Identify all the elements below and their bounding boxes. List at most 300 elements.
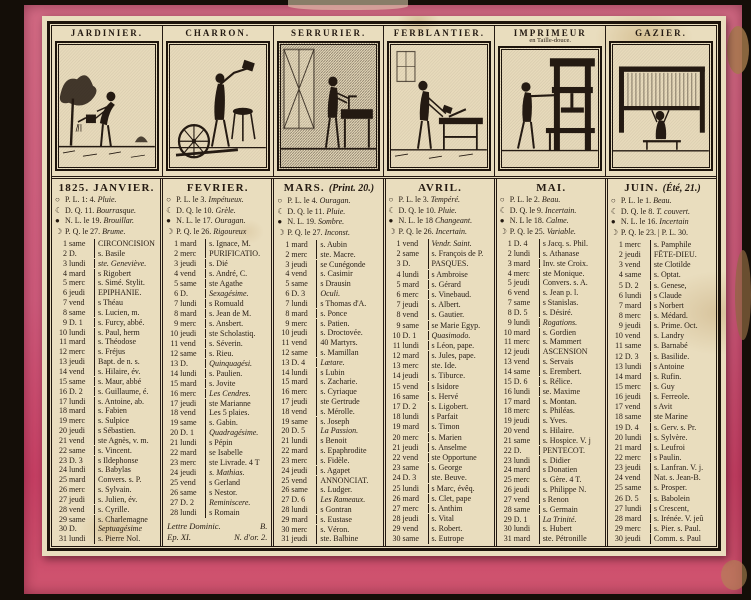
day-number: 9 [618, 321, 623, 331]
phase-text: D. Q. le 9. Incertain. [509, 205, 577, 215]
day-saint: s. Lucien, m. [94, 308, 158, 318]
day-weekday: same [402, 463, 419, 473]
day-row [389, 270, 492, 280]
day-row [500, 337, 603, 347]
day-saint: ste Gertrude [316, 397, 380, 407]
day-weekday: vend [180, 268, 196, 278]
day-row [500, 446, 603, 456]
moon-phase-row [389, 216, 492, 227]
day-row [389, 290, 492, 300]
day-weekday: D. 1 [402, 330, 417, 340]
moon-phase-row [389, 227, 492, 238]
day-number: 11 [503, 337, 512, 347]
day-saint: s. Cyrille. [94, 505, 158, 515]
day-saint: Septuagésime [94, 524, 158, 534]
day-weekday: vend [291, 338, 307, 348]
day-weekday: vend [402, 524, 419, 534]
day-weekday: D. [69, 248, 77, 258]
day-row [389, 351, 492, 361]
day-row [611, 362, 714, 372]
day-weekday: jeudi [402, 300, 419, 310]
day-number: 14 [503, 366, 512, 376]
day-weekday: mard [624, 371, 642, 381]
day-saint: ste Livrade. 4 T [205, 458, 269, 468]
trade-title: SERRURIER. [290, 28, 367, 38]
moon-phase-row [500, 227, 603, 238]
day-weekday: jeudi [513, 416, 530, 426]
day-saint: s. Ponce [316, 309, 380, 319]
full-moon-icon: ○ [166, 195, 172, 204]
day-saint: s Crescent, [650, 504, 714, 514]
day-saint: s Jacq. s. Phil. [539, 239, 603, 249]
day-saint: s. Marien [428, 433, 492, 443]
day-number: 13 [281, 357, 290, 367]
day-number: 12 [281, 347, 290, 357]
moon-phase-row [389, 195, 492, 206]
day-saint: s Léon, pape. [428, 341, 492, 351]
month-column-avril [383, 179, 494, 546]
moon-phase-row [277, 228, 380, 239]
day-saint: s. Rélice. [539, 377, 603, 387]
worn-edge [721, 560, 747, 590]
day-weekday: merc [69, 278, 85, 288]
day-weekday: same [624, 412, 642, 422]
day-number: 25 [614, 483, 623, 493]
day-row [277, 269, 380, 279]
day-weekday: merc [291, 524, 308, 534]
day-saint: s. Hervé [428, 392, 492, 402]
day-row [277, 338, 380, 348]
day-row [277, 309, 380, 319]
day-weekday: same [624, 341, 642, 351]
day-row [277, 436, 380, 446]
day-number: 19 [614, 422, 623, 432]
day-weekday: vend [513, 288, 530, 298]
day-weekday: jeudi [291, 397, 308, 406]
day-weekday: same [513, 366, 531, 376]
day-weekday: same [291, 416, 308, 426]
day-saint: s Nestor. [205, 488, 269, 498]
day-weekday: vend [624, 402, 641, 412]
day-number: 23 [170, 458, 179, 468]
day-weekday: lundi [180, 368, 197, 378]
day-number: 26 [503, 485, 512, 495]
day-row [500, 377, 603, 387]
day-row [277, 515, 380, 525]
day-number: 27 [614, 503, 623, 513]
day-saint: s. Sylvère. [650, 433, 714, 443]
day-saint: s. Gautier. [428, 310, 492, 320]
day-saint: La Trinité. [539, 515, 603, 525]
day-weekday: vend [624, 473, 641, 483]
day-saint: ste Agathe [205, 279, 269, 289]
day-row [611, 402, 714, 412]
day-saint: s. Erembert. [539, 367, 603, 377]
day-saint: ste Monique. [539, 269, 603, 279]
day-weekday: merc [402, 289, 419, 299]
day-number: 6 [618, 290, 623, 300]
day-row [500, 387, 603, 397]
day-row [611, 382, 714, 392]
day-number: 21 [392, 442, 401, 452]
day-saint: s. Anthim [428, 504, 492, 514]
day-row [277, 456, 380, 466]
day-row [500, 259, 603, 269]
day-weekday: D. [513, 445, 522, 455]
day-number: 18 [503, 406, 512, 416]
day-weekday: jeudi [624, 534, 641, 544]
day-number: 27 [281, 495, 290, 505]
day-saint: s. Gérard [428, 280, 492, 290]
ferblantier-woodcut-icon [387, 41, 491, 171]
month-title: MARS. (Print. 20.) [283, 182, 375, 194]
day-row [611, 514, 714, 524]
day-number: 15 [170, 378, 179, 388]
phase-weather: Bourrasque. [96, 205, 137, 215]
day-row [389, 484, 492, 494]
day-row [277, 417, 380, 427]
day-weekday: D. 4 [624, 422, 639, 432]
day-weekday: same [624, 270, 642, 280]
day-weekday: vend [402, 381, 419, 391]
day-weekday: jeudi [69, 426, 85, 436]
day-row [55, 377, 158, 387]
day-weekday: jeudi [624, 250, 641, 260]
day-row [55, 288, 158, 298]
day-number: 17 [59, 396, 67, 406]
day-weekday: merc [291, 318, 308, 328]
day-saint: s Avit [650, 402, 714, 412]
phase-weather: Pluie. [326, 206, 346, 216]
month-column-juin [605, 179, 716, 546]
day-row [611, 412, 714, 422]
day-row [166, 408, 269, 418]
day-row [277, 525, 380, 535]
inner-frame [51, 25, 717, 547]
day-saint: s. Prime. Oct. [650, 321, 714, 331]
day-row [389, 259, 492, 269]
day-weekday: lundi [624, 432, 642, 442]
day-weekday: D. 4 [513, 239, 528, 248]
day-saint: ste. Beuve. [428, 473, 492, 483]
day-saint: s. Genese, [650, 281, 714, 291]
day-saint: s. Sulpice [94, 416, 158, 426]
last-moon-icon: ☾ [277, 206, 285, 216]
day-weekday: merc [513, 406, 530, 416]
day-weekday: mard [513, 327, 531, 337]
day-saint: s Thomas d'A. [316, 299, 380, 309]
day-number: 8 [285, 308, 290, 318]
phase-weather: Pluie. [97, 195, 117, 204]
day-weekday: merc [513, 337, 530, 347]
day-saint: CIRCONCISION [94, 239, 158, 249]
day-number: 3 [63, 258, 67, 268]
day-row [166, 339, 269, 349]
day-number: 22 [59, 445, 67, 455]
day-weekday: vend [513, 426, 530, 436]
day-weekday: jeudi [624, 463, 641, 473]
day-number: 30 [503, 524, 512, 534]
phase-weather: Incertain [659, 217, 689, 226]
trade-title: CHARRON. [185, 28, 251, 38]
day-row [277, 476, 380, 486]
day-row [500, 239, 603, 249]
days-list [611, 240, 714, 544]
day-saint: s Gontran [316, 505, 380, 515]
day-number: 19 [59, 416, 67, 426]
day-saint: s. Jules, pape. [428, 351, 492, 361]
day-number: 22 [281, 446, 290, 456]
day-saint: s. Antoine, ab. [94, 397, 158, 407]
trade-title: GAZIER. [635, 28, 687, 38]
day-saint: s. Rufin. [650, 372, 714, 382]
phase-weather: Grèle. [215, 205, 236, 215]
day-saint: s. Casimir [316, 269, 380, 279]
phase-text: P. Q. le 23. | P. L. 30. [620, 227, 689, 237]
day-saint: EPIPHANIE. [94, 288, 158, 298]
day-row [611, 372, 714, 382]
phase-weather: Changeant. [434, 216, 473, 225]
day-weekday: D. 1 [69, 317, 83, 327]
phase-weather: Pluie. [437, 205, 457, 215]
day-row [55, 515, 158, 525]
day-number: 9 [507, 317, 512, 327]
day-weekday: D. 3 [69, 455, 83, 465]
day-row [611, 301, 714, 311]
day-row [55, 495, 158, 505]
day-weekday: D. 5 [291, 426, 306, 436]
day-row [611, 321, 714, 331]
day-number: 17 [614, 402, 623, 412]
day-number: 15 [614, 381, 623, 391]
day-number: 5 [63, 278, 67, 288]
day-row [55, 456, 158, 466]
day-weekday: jeudi [402, 442, 419, 452]
day-row [500, 475, 603, 485]
day-row [166, 428, 269, 438]
month-title: JUIN. (Été, 21.) [624, 182, 701, 194]
phase-weather: Beau. [541, 195, 561, 204]
day-row [389, 371, 492, 381]
day-row [389, 321, 492, 331]
day-row [166, 249, 269, 259]
day-weekday: mard [180, 239, 197, 248]
day-saint: s Stanislas. [539, 298, 603, 308]
new-moon-icon: ● [499, 216, 505, 225]
day-weekday: D. 6 [291, 495, 306, 505]
day-weekday: same [402, 320, 419, 330]
day-row [389, 361, 492, 371]
moon-phase-row [500, 206, 603, 217]
day-row [500, 347, 603, 357]
day-row [277, 534, 380, 544]
day-saint: PURIFICATIO. [205, 249, 269, 259]
day-row [500, 367, 603, 377]
day-weekday: lundi [513, 248, 531, 258]
day-saint: s. Barnabé [650, 341, 714, 351]
day-row [611, 240, 714, 250]
day-saint: s Rigobert [94, 269, 158, 279]
day-saint: s Pépin [205, 438, 269, 448]
day-saint: s. Maur, abbé [94, 377, 158, 387]
day-saint: s Renon [539, 495, 603, 505]
day-number: 9 [396, 320, 401, 330]
day-saint: s. Patien. [316, 319, 380, 329]
day-weekday: lundi [69, 465, 86, 475]
footer-left: Lettre Dominic. [167, 521, 221, 531]
day-saint: s. Lanfran. V. j. [650, 463, 714, 473]
day-weekday: lundi [402, 412, 419, 422]
day-weekday: lundi [69, 396, 86, 406]
day-number: 25 [281, 475, 290, 485]
day-weekday: D. 2 [624, 280, 639, 290]
day-number: 7 [618, 300, 623, 310]
new-moon-icon: ● [166, 216, 172, 225]
day-weekday: vend [69, 435, 85, 445]
day-saint: s. Clet, pape [428, 494, 492, 504]
moon-phase-row [166, 206, 269, 217]
day-saint: Les Cendres. [205, 389, 269, 399]
day-saint: s. Montan. [539, 397, 603, 407]
day-row [611, 352, 714, 362]
day-row [389, 534, 492, 544]
day-row [389, 310, 492, 320]
day-saint: Les Rameaux. [316, 495, 380, 505]
day-saint: ste. Balbine [316, 534, 380, 544]
day-number: 17 [503, 396, 512, 406]
phase-text: P. Q. le 27. Inconst. [287, 227, 351, 237]
day-saint: s. Jovite [205, 379, 269, 389]
phase-text: P. L. le 4. Ouragan. [287, 196, 351, 205]
day-number: 9 [285, 318, 290, 328]
day-number: 5 [396, 279, 401, 289]
day-saint: s Isidore [428, 382, 492, 392]
day-row [611, 281, 714, 291]
day-saint: s. Gère. 4 T. [539, 475, 603, 485]
day-saint: 40 Martyrs. [316, 338, 380, 348]
day-number: 26 [392, 493, 401, 503]
day-number: 24 [170, 468, 179, 478]
day-weekday: lundi [402, 269, 419, 279]
last-moon-icon: ☾ [166, 205, 174, 215]
day-saint: s. Mérolle. [316, 407, 380, 417]
day-number: 4 [63, 268, 67, 278]
day-weekday: mard [291, 240, 308, 249]
month-title: AVRIL. [418, 182, 463, 194]
month-title: 1825. JANVIER. [58, 182, 155, 194]
day-saint: s. Guy [650, 382, 714, 392]
day-weekday: mard [402, 493, 419, 503]
day-row [500, 534, 603, 544]
phase-weather: Brume. [102, 226, 126, 236]
day-row [611, 433, 714, 443]
day-weekday: vend [402, 452, 419, 462]
day-number: 2 [174, 248, 179, 258]
day-weekday: lundi [291, 504, 308, 514]
day-weekday: lundi [291, 367, 308, 377]
full-moon-icon: ○ [277, 196, 283, 205]
day-row [55, 259, 158, 269]
day-saint: s. Julien, év. [94, 495, 158, 505]
day-number: 14 [392, 371, 401, 381]
day-row [500, 495, 603, 505]
day-weekday: same [402, 534, 419, 544]
day-row [611, 453, 714, 463]
charron-woodcut-icon [166, 41, 270, 171]
day-weekday: mard [624, 300, 642, 310]
day-row [277, 466, 380, 476]
day-row [611, 291, 714, 301]
day-row [389, 331, 492, 341]
phase-text: P. L. le 3. Impétueux. [176, 195, 244, 204]
day-saint: s Sébastien. [94, 426, 158, 436]
phase-text: N. L le 18. Calme. [509, 216, 569, 225]
day-row [500, 288, 603, 298]
day-weekday: vend [291, 475, 307, 485]
day-saint: s. Désiré. [539, 308, 603, 318]
day-weekday: same [180, 278, 197, 288]
day-number: 23 [614, 463, 623, 473]
day-weekday: mard [291, 377, 308, 387]
day-row [277, 446, 380, 456]
day-weekday: vend [513, 357, 530, 367]
last-moon-icon: ☾ [499, 205, 507, 215]
day-number: 30 [614, 534, 623, 544]
day-weekday: jeudi [69, 288, 85, 298]
phase-weather: Rigoureux [213, 226, 247, 236]
phase-weather: Impétueux. [208, 195, 244, 204]
day-weekday: mard [402, 351, 419, 361]
days-list [500, 239, 603, 544]
phase-text: P. L. le 1. Beau. [620, 196, 672, 205]
day-saint: Oculi. [316, 289, 380, 299]
day-weekday: same [69, 445, 86, 455]
day-saint: s. Fréjus [94, 347, 158, 357]
day-saint: s. Guillaume, é. [94, 387, 158, 397]
day-number: 1 [396, 239, 401, 248]
day-row [277, 426, 380, 436]
day-weekday: vend [69, 366, 85, 376]
day-saint: s Gerland [205, 478, 269, 488]
moon-phase-row [500, 195, 603, 206]
phase-text: P. L. le 2. Beau. [509, 195, 561, 204]
day-row [277, 289, 380, 299]
day-weekday: vend [291, 406, 307, 416]
day-saint: s. Babolein [650, 494, 714, 504]
day-weekday: mard [513, 465, 531, 475]
day-row [611, 463, 714, 473]
phase-text: N. L. le 17. Ouragan. [176, 216, 246, 225]
day-weekday: lundi [513, 317, 531, 327]
day-number: 14 [59, 366, 67, 376]
day-saint: s. Epaphrodite [316, 446, 380, 456]
day-weekday: lundi [291, 436, 308, 446]
day-number: 21 [170, 438, 179, 448]
day-saint: s. Didier [539, 456, 603, 466]
moon-phase-row [277, 217, 380, 228]
day-row [277, 495, 380, 505]
phase-weather: Tempéré. [430, 195, 461, 204]
phase-text: P. Q. le 26. Incertain. [398, 226, 467, 236]
day-weekday: merc [180, 318, 197, 328]
phase-weather: Variable. [546, 226, 576, 236]
day-saint: s. Vincent. [94, 446, 158, 456]
day-saint: s. Hilaire. [539, 426, 603, 436]
day-row [500, 485, 603, 495]
day-row [500, 278, 603, 288]
day-saint: s Ildephonse [94, 456, 158, 466]
day-row [277, 397, 380, 407]
